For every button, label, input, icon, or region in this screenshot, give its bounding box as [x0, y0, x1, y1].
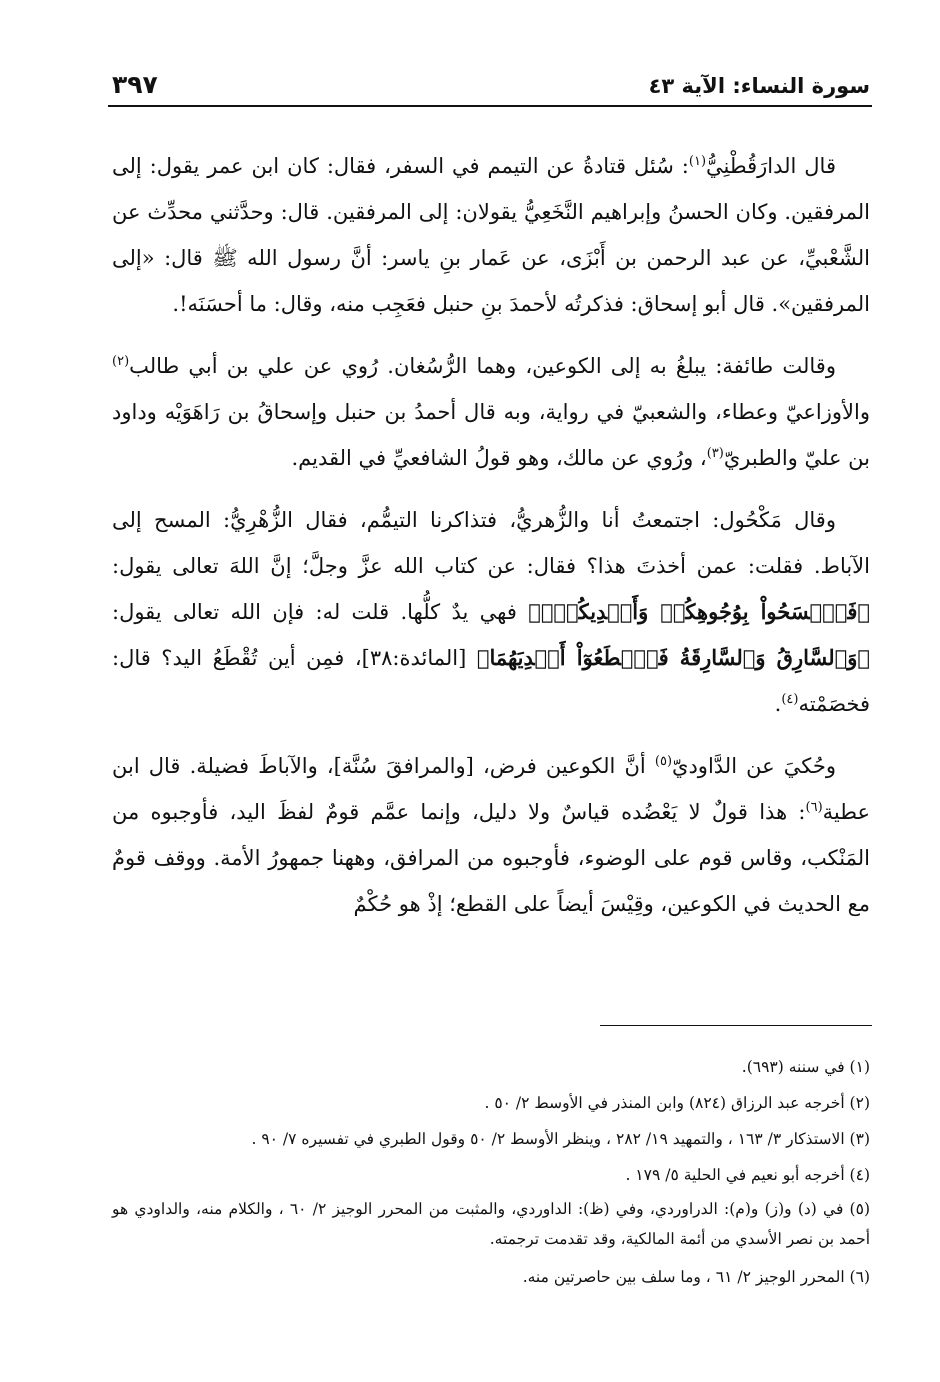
running-header	[112, 70, 870, 99]
text-run: وقالت طائفة: يبلغُ به إلى الكوعين، وهما الرُّسُغان. رُوي عن علي بن أبي طالب	[129, 354, 836, 378]
text-run: وقال مَكْحُول: اجتمعتُ أنا والزُّهريُّ، فتذاكرنا التيمُّم، فقال الزُّهْرِيُّ: المسح إلى الآباط. فقلت: عمن أخذتَ هذا؟ فقال: عن كتاب الله عزَّ وجلَّ؛ إنَّ اللهَ تعالى يقول:	[112, 508, 870, 578]
footnote-4: (٤) أخرجه أبو نعيم في الحلية ٥/ ١٧٩ .	[625, 1166, 870, 1184]
text-run: : هذا قولٌ لا يَعْضُده قياسٌ ولا دليل، وإنما عمَّم قومٌ لفظَ اليد، فأوجبوه من المَنْكب، وقاس قوم على الوضوء، فأوجبوه من المرافق، وههنا جمهورُ الأمة. ووقف قومٌ مع الحديث في الكوعين، وقِيْسَ أيضاً على القطع؛ إذْ هو حُكْمٌ	[112, 800, 870, 916]
footnote-6: (٦) المحرر الوجيز ٢/ ٦١ ، وما سلف بين حاصرتين منه.	[522, 1268, 870, 1286]
footnote-5: (٥) في (د) و(ز) و(م): الدراوردي، وفي (ظ): الداوردي، والمثبت من المحرر الوجيز ٢/ ٦٠ ، والكلام منه، والداودي هو أحمد بن نصر الأسدي من أئمة المالكية، وقد تقدمت ترجمته.	[112, 1200, 870, 1248]
footnote-ref: (٤)	[781, 692, 799, 707]
text-run: [المائدة:٣٨]، فمِن أين تُقْطَعُ اليد؟ قال: فخصَمْته	[112, 646, 870, 716]
footnote-ref: (٥)	[654, 754, 673, 769]
text-run: والأوزاعيّ وعطاء، والشعبيّ في رواية، وبه قال أحمدُ بن حنبل وإسحاقُ بن رَاهَوَيْه وداود بن عليّ والطبريّ	[112, 400, 870, 470]
quran-verse: ﴿فَٱمۡسَحُواْ بِوُجُوهِكُمۡ وَأَيۡدِيكُمۡۚ﴾	[528, 599, 870, 624]
footnote-ref: (٦)	[805, 800, 823, 815]
footnote-ref: (٣)	[706, 446, 724, 461]
footnote-ref: (١)	[688, 154, 707, 169]
text-run: قال الدارَقُطْنِيُّ	[706, 154, 836, 178]
text-run: : سُئل قتادةُ عن التيمم في السفر، فقال: كان ابن عمر يقول: إلى المرفقين. وكان الحسنُ وإبراهيم النَّخَعِيُّ يقولان: إلى المرفقين. قال: وحدَّثني محدِّث عن الشَّعْبيِّ، عن عبد الرحمن بن أَبْزَى، عن عَمار بنِ ياسر: أنَّ رسول الله ﷺ قال: «إلى المرفقين». قال أبو إسحاق: فذكرتُه لأحمدَ بنِ حنبل فعَجِب منه، وقال: ما أحسَنَه!.	[112, 154, 870, 316]
paragraph	[112, 143, 870, 327]
running-title: سورة النساء: الآية ٤٣	[648, 74, 870, 98]
paragraph	[112, 743, 870, 927]
paragraph	[112, 343, 870, 481]
text-run: .	[774, 692, 782, 716]
text-run: وحُكيَ عن الدَّاوديّ	[672, 754, 836, 778]
footnote-rule	[600, 1025, 872, 1026]
footnote-3: (٣) الاستذكار ٣/ ١٦٣ ، والتمهيد ١٩/ ٢٨٢ ، وينظر الأوسط ٢/ ٥٠ وقول الطبري في تفسيره ٧/ ٩٠ .	[251, 1130, 870, 1148]
footnote-1: (١) في سننه (٦٩٣).	[741, 1058, 870, 1076]
page-number: ٣٩٧	[112, 70, 158, 99]
footnotes	[112, 1050, 870, 1296]
paragraph	[112, 497, 870, 727]
text-run: فهي يدٌ كلُّها. قلت له: فإن الله تعالى يقول:	[112, 600, 529, 624]
text-run: ، ورُوي عن مالك، وهو قولُ الشافعيِّ في القديم.	[291, 446, 707, 470]
quran-verse: ﴿وَٱلسَّارِقُ وَٱلسَّارِقَةُ فَٱقۡطَعُوٓاْ أَيۡدِيَهُمَا﴾	[476, 645, 870, 670]
footnote-2: (٢) أخرجه عبد الرزاق (٨٢٤) وابن المنذر في الأوسط ٢/ ٥٠ .	[484, 1094, 870, 1112]
main-text	[112, 143, 870, 943]
footnote-ref: (٢)	[112, 354, 130, 369]
header-rule	[108, 105, 872, 107]
text-run: أنَّ الكوعين فرض، [والمرافقَ سُنَّة]، والآباطَ فضيلة. قال ابن عطية	[112, 754, 870, 824]
